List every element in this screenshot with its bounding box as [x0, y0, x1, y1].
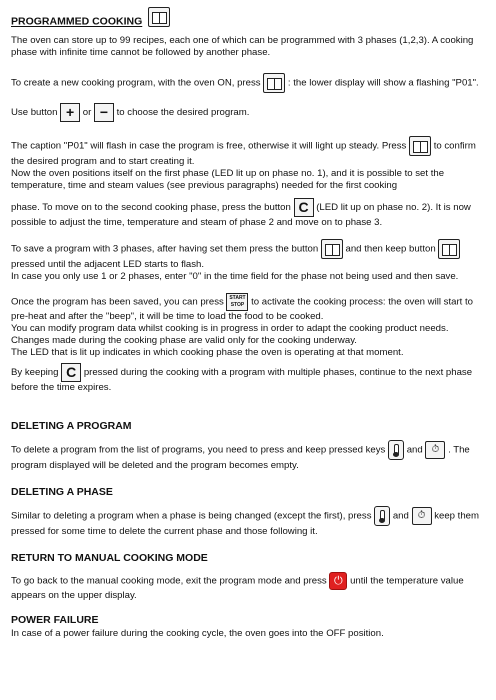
text: and then keep button: [345, 243, 436, 255]
paragraph: The LED that is lit up indicates in which cooking phase the oven is operating at that moment.: [11, 347, 404, 358]
text: pressed until the adjacent LED starts to flash.: [11, 259, 205, 270]
power-icon: ⏻: [329, 572, 347, 590]
text: (LED lit up on phase no. 2). It is now possible to adjust the time, temperature and steam of phase 2 and move on to phase 3.: [11, 202, 471, 228]
text: . The program displayed will be deleted and the program becomes empty.: [11, 444, 470, 471]
section-title-programmed-cooking: PROGRAMMED COOKING: [11, 15, 143, 28]
thermometer-icon: [388, 440, 404, 460]
paragraph: Now the oven positions itself on the first phase (LED lit up on phase no. 1), and it is possible to set the temperature, time and steam values (see previous paragraphs) needed for the first cooking: [11, 168, 445, 191]
text: The caption "P01" will flash in case the program is free, otherwise it will light up steady. Press: [11, 140, 407, 152]
paragraph: [11, 440, 485, 472]
program-book-icon: [438, 239, 460, 259]
plus-icon: +: [60, 103, 80, 122]
paragraph: [11, 293, 485, 323]
text: pressed during the cooking with a program with multiple phases, continue to the next phase before the time expires.: [11, 367, 473, 393]
text: To delete a program from the list of programs, you need to press and keep pressed keys: [11, 444, 386, 456]
text: To go back to the manual cooking mode, exit the program mode and press: [11, 575, 327, 587]
program-book-icon: [321, 239, 343, 259]
stop-label: STOP: [230, 302, 245, 308]
text: To create a new cooking program, with the oven ON, press: [11, 77, 261, 89]
paragraph: [11, 363, 485, 394]
paragraph: [11, 103, 485, 122]
programmed-section: [11, 12, 485, 32]
paragraph: [11, 506, 485, 538]
section-title-deleting-phase: DELETING A PHASE: [11, 486, 113, 498]
c-key-icon: C: [61, 363, 81, 382]
text: and: [392, 510, 409, 522]
paragraph: [11, 198, 485, 229]
section-title-power-failure: POWER FAILURE: [11, 614, 99, 626]
program-book-icon: [263, 73, 285, 93]
text: To save a program with 3 phases, after having set them press the button: [11, 243, 319, 255]
text: and: [406, 444, 423, 456]
paragraph: In case you only use 1 or 2 phases, enter "0" in the time field for the phase not being used and then save.: [11, 271, 459, 282]
paragraph: [11, 73, 485, 93]
text: Once the program has been saved, you can press: [11, 296, 224, 308]
start-label: START: [229, 295, 246, 301]
text: or: [82, 107, 92, 119]
paragraph: The oven can store up to 99 recipes, each one of which can be programmed with 3 phases (1,2,3). A cooking phase with infinite time cannot be followed by another phase.: [11, 35, 474, 58]
paragraph: [11, 136, 485, 168]
text: By keeping: [11, 367, 59, 379]
text: to confirm the desired program and to start creating it.: [11, 140, 476, 167]
paragraph: [11, 572, 485, 602]
section-title-deleting-program: DELETING A PROGRAM: [11, 420, 132, 432]
text: to activate the cooking process: the oven will start to pre-heat and after the "beep", it will be time to load the food to be cooked.: [11, 296, 473, 322]
start-stop-icon: [226, 293, 248, 311]
program-book-icon: [409, 136, 431, 156]
text: : the lower display will show a flashing "P01".: [287, 77, 479, 89]
text: Similar to deleting a program when a phase is being changed (except the first), press: [11, 510, 372, 522]
text: keep them pressed for some time to delete the current phase and those following it.: [11, 510, 480, 537]
minus-icon: −: [94, 103, 114, 122]
section-title-return-manual: RETURN TO MANUAL COOKING MODE: [11, 552, 208, 564]
page: [11, 12, 485, 640]
c-key-icon: C: [294, 198, 314, 217]
paragraph: Changes made during the cooking phase are valid only for the cooking underway.: [11, 335, 357, 346]
timer-icon: ⏱: [412, 507, 432, 525]
text: phase. To move on to the second cooking phase, press the button: [11, 202, 291, 214]
program-book-icon: [148, 7, 170, 27]
thermometer-icon: [374, 506, 390, 526]
timer-icon: ⏱: [425, 441, 445, 459]
paragraph: You can modify program data whilst cooking is in progress in order to adapt the cooking product needs.: [11, 323, 449, 334]
text: until the temperature value appears on the upper display.: [11, 575, 464, 601]
paragraph: In case of a power failure during the cooking cycle, the oven goes into the OFF position.: [11, 628, 384, 639]
text: Use button: [11, 107, 58, 119]
paragraph: [11, 239, 485, 271]
text: to choose the desired program.: [116, 107, 250, 119]
